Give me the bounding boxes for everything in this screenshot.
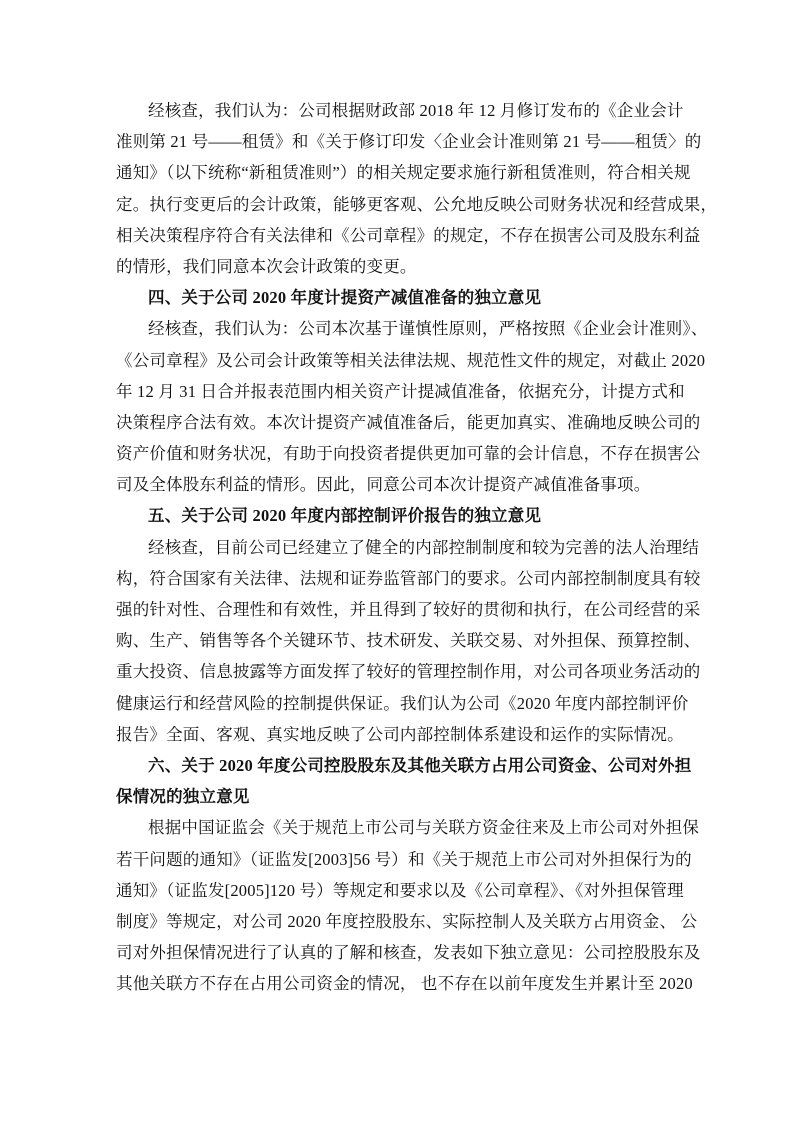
paragraph-line: 若干问题的通知》（证监发[2003]56 号）和《关于规范上市公司对外担保行为的: [116, 849, 692, 869]
paragraph-line: 《公司章程》及公司会计政策等相关法律法规、规范性文件的规定，对截止 2020: [116, 350, 706, 370]
paragraph-line: 购、生产、销售等各个关键环节、技术研发、关联交易、对外担保、预算控制、: [116, 631, 701, 651]
paragraph-line: 重大投资、信息披露等方面发挥了较好的管理控制作用，对公司各项业务活动的: [116, 662, 701, 682]
paragraph-line: 的情形，我们同意本次会计政策的变更。: [116, 256, 417, 276]
paragraph-line: 通知》（证监发[2005]120 号）等规定和要求以及《公司章程》、《对外担保管理: [116, 880, 684, 900]
paragraph-line: 经核查，我们认为：公司根据财政部 2018 年 12 月修订发布的《企业会计: [148, 101, 684, 120]
document-text-block: [116, 95, 718, 999]
paragraph-line: 司对外担保情况进行了认真的了解和核查，发表如下独立意见：公司控股股东及: [116, 943, 701, 963]
paragraph-line: 经核查，我们认为：公司本次基于谨慎性原则，严格按照《企业会计准则》、: [148, 319, 708, 339]
paragraph-line: 司及全体股东利益的情形。因此，同意公司本次计提资产减值准备事项。: [116, 475, 651, 495]
paragraph-line: 资产价值和财务状况，有助于向投资者提供更加可靠的会计信息，不存在损害公: [116, 444, 701, 464]
paragraph-line: 健康运行和经营风险的控制提供保证。我们认为公司《2020 年度内部控制评价: [116, 693, 689, 713]
section-heading-4: 四、关于公司 2020 年度计提资产减值准备的独立意见: [148, 288, 542, 308]
paragraph-line: 相关决策程序符合有关法律和《公司章程》的规定，不存在损害公司及股东利益: [116, 225, 701, 245]
paragraph-line: 制度》等规定，对公司 2020 年度控股股东、实际控制人及关联方占用资金、 公: [116, 911, 698, 931]
paragraph-line: 构，符合国家有关法律、法规和证券监管部门的要求。公司内部控制制度具有较: [116, 568, 701, 588]
paragraph-line: 报告》全面、客观、真实地反映了公司内部控制体系建设和运作的实际情况。: [116, 724, 684, 744]
section-heading-5: 五、关于公司 2020 年度内部控制评价报告的独立意见: [148, 506, 542, 526]
paragraph-line: 定。执行变更后的会计政策，能够更客观、公允地反映公司财务状况和经营成果，: [116, 194, 718, 214]
paragraph-line: 年 12 月 31 日合并报表范围内相关资产计提减值准备，依据充分，计提方式和: [116, 381, 685, 401]
paragraph-line: 准则第 21 号——租赁》和《关于修订印发〈企业会计准则第 21 号——租赁〉的: [116, 132, 702, 152]
paragraph-line: 通知》（以下统称“新租赁准则”）的相关规定要求施行新租赁准则，符合相关规: [116, 163, 691, 183]
section-heading-6: 六、关于 2020 年度公司控股股东及其他关联方占用公司资金、公司对外担: [148, 755, 692, 775]
paragraph-line: 其他关联方不存在占用公司资金的情况， 也不存在以前年度发生并累计至 2020: [116, 974, 693, 994]
paragraph-line: 经核查，目前公司已经建立了健全的内部控制制度和较为完善的法人治理结: [148, 537, 700, 557]
section-heading-6-continued: 保情况的独立意见: [116, 787, 250, 807]
paragraph-line: 根据中国证监会《关于规范上市公司与关联方资金往来及上市公司对外担保: [148, 818, 700, 838]
paragraph-line: 强的针对性、合理性和有效性，并且得到了较好的贯彻和执行，在公司经营的采: [116, 600, 701, 619]
paragraph-line: 决策程序合法有效。本次计提资产减值准备后，能更加真实、准确地反映公司的: [116, 412, 701, 432]
